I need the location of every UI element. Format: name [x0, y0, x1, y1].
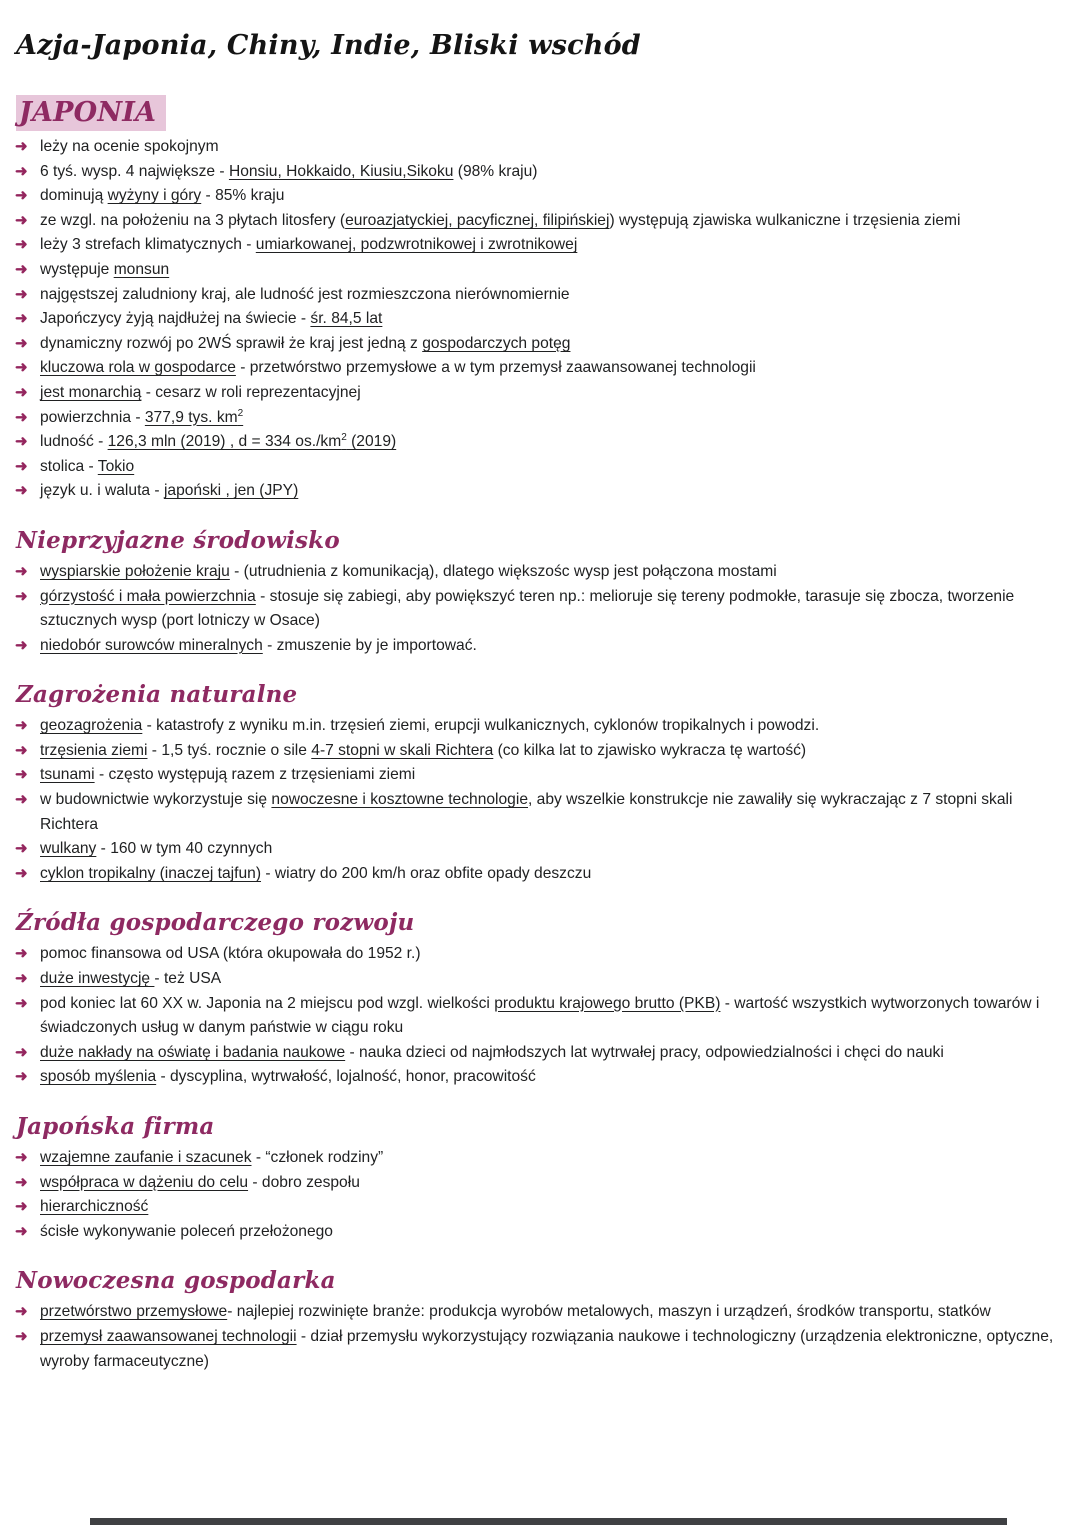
- item-text: [40, 212, 960, 229]
- list-item: [14, 1171, 1062, 1196]
- arrow-bullet-icon: ➜: [15, 383, 28, 401]
- section: [14, 1267, 1062, 1374]
- list-item: [14, 184, 1062, 209]
- item-text: [40, 563, 777, 580]
- arrow-bullet-icon: ➜: [15, 1303, 28, 1321]
- section: [14, 97, 1062, 504]
- arrow-bullet-icon: ➜: [15, 1222, 28, 1240]
- section: [14, 1113, 1062, 1244]
- arrow-bullet-icon: ➜: [15, 587, 28, 605]
- arrow-bullet-icon: ➜: [15, 1173, 28, 1191]
- underlined-phrase: trzęsienia ziemi: [40, 741, 148, 759]
- text-segment: , aby wszelkie konstrukcje nie zawaliły się wykraczając z 7 stopni skali Richtera: [40, 791, 1013, 833]
- arrow-bullet-icon: ➜: [15, 970, 28, 988]
- text-segment: w budownictwie wykorzystuje się: [40, 791, 272, 809]
- underlined-phrase: duże nakłady na oświatę i badania naukowe: [40, 1043, 346, 1061]
- bullet-list: [14, 560, 1062, 658]
- item-text: [40, 1044, 944, 1061]
- item-text: [40, 742, 806, 759]
- list-item: [14, 1065, 1062, 1090]
- item-text: [40, 995, 1039, 1037]
- underlined-phrase: współpraca w dążeniu do celu: [40, 1173, 249, 1191]
- arrow-bullet-icon: ➜: [15, 636, 28, 654]
- section: [14, 527, 1062, 658]
- item-text: [40, 1223, 333, 1240]
- text-segment: - dobro zespołu: [248, 1173, 360, 1191]
- arrow-bullet-icon: ➜: [15, 791, 28, 809]
- arrow-bullet-icon: ➜: [15, 408, 28, 426]
- item-text: [40, 286, 570, 303]
- superscript-text: 2: [341, 431, 347, 443]
- arrow-bullet-icon: ➜: [15, 138, 28, 155]
- text-segment: - cesarz w roli reprezentacyjnej: [141, 383, 361, 401]
- text-segment: 6 tyś. wysp. 4 największe -: [40, 162, 229, 180]
- underlined-phrase: sposób myślenia: [40, 1068, 157, 1086]
- bullet-list: [14, 1300, 1062, 1374]
- text-segment: stolica -: [40, 457, 98, 475]
- underlined-phrase: jest monarchią: [40, 383, 142, 401]
- underlined-phrase: produktu krajowego brutto (PKB): [494, 994, 721, 1012]
- section-heading: Źródła gospodarczego rozwoju: [16, 909, 415, 937]
- list-item: [14, 160, 1062, 185]
- item-text: [40, 1303, 991, 1320]
- arrow-bullet-icon: ➜: [15, 766, 28, 784]
- arrow-bullet-icon: ➜: [15, 236, 28, 254]
- list-item: [14, 788, 1062, 837]
- text-segment: - (utrudnienia z komunikacją), dlatego większośc wysp jest połączona mostami: [229, 562, 777, 580]
- text-segment: - dyscyplina, wytrwałość, lojalność, honor, pracowitość: [156, 1068, 536, 1086]
- item-text: [40, 791, 1012, 833]
- text-segment: - katastrofy z wyniku m.in. trzęsień ziemi, erupcji wulkanicznych, cyklonów tropikalnych i powodzi.: [142, 717, 820, 735]
- list-item: [14, 258, 1062, 283]
- text-segment: dominują: [40, 187, 108, 205]
- list-item: [14, 560, 1062, 585]
- arrow-bullet-icon: ➜: [15, 211, 28, 229]
- item-text: [40, 1328, 1053, 1370]
- item-text: [40, 335, 570, 352]
- list-item: [14, 837, 1062, 862]
- arrow-bullet-icon: ➜: [15, 1043, 28, 1061]
- underlined-phrase: euroazjatyckiej, pacyficznej, filipińskiej: [345, 211, 610, 229]
- list-item: [14, 406, 1062, 431]
- list-item: [14, 862, 1062, 887]
- item-text: [40, 1068, 536, 1085]
- text-segment: - dział przemysłu wykorzystujący rozwiązania naukowe i technologiczny (urządzenia elektroniczne, optyczne, wyroby farmaceutyczne): [40, 1327, 1054, 1370]
- list-item: [14, 455, 1062, 480]
- item-text: [40, 865, 591, 882]
- bullet-list: [14, 714, 1062, 886]
- text-segment: (co kilka lat to zjawisko wykracza tę wartość): [493, 741, 807, 759]
- underlined-phrase: przemysł zaawansowanej technologii: [40, 1327, 297, 1345]
- arrow-bullet-icon: ➜: [15, 717, 28, 735]
- item-text: [40, 359, 756, 376]
- item-text: [40, 138, 219, 155]
- text-segment: pod koniec lat 60 XX w. Japonia na 2 miejscu pod wzgl. wielkości: [40, 994, 495, 1012]
- underlined-phrase: Tokio: [97, 457, 135, 475]
- item-text: [40, 1174, 360, 1191]
- bullet-list: [14, 135, 1062, 504]
- arrow-bullet-icon: ➜: [15, 562, 28, 580]
- list-item: [14, 1325, 1062, 1374]
- text-segment: leży na ocenie spokojnym: [40, 138, 219, 155]
- underlined-phrase: śr. 84,5 lat: [310, 310, 383, 328]
- list-item: [14, 714, 1062, 739]
- text-segment: - “członek rodziny”: [251, 1149, 384, 1166]
- text-segment: pomoc finansowa od USA (która okupowała do 1952 r.): [40, 945, 421, 963]
- text-segment: powierzchnia -: [40, 408, 145, 426]
- underlined-phrase: duże inwestycję: [40, 970, 155, 988]
- bullet-list: [14, 942, 1062, 1090]
- list-item: [14, 1220, 1062, 1245]
- arrow-bullet-icon: ➜: [15, 187, 28, 205]
- list-item: [14, 356, 1062, 381]
- arrow-bullet-icon: ➜: [15, 840, 28, 858]
- item-text: [40, 310, 382, 327]
- underlined-phrase: wyżyny i góry: [107, 187, 202, 205]
- item-text: [40, 840, 272, 857]
- item-text: [40, 637, 477, 654]
- underlined-phrase: gospodarczych potęg: [422, 334, 571, 352]
- list-item: [14, 1146, 1062, 1171]
- list-item: [14, 763, 1062, 788]
- section: [14, 681, 1062, 886]
- text-segment: - często występują razem z trzęsieniami ziemi: [94, 766, 416, 784]
- item-text: [40, 1149, 383, 1166]
- underlined-phrase: tsunami: [40, 766, 95, 784]
- arrow-bullet-icon: ➜: [15, 1068, 28, 1086]
- underlined-phrase: 126,3 mln (2019) , d = 334 os./km: [107, 433, 342, 451]
- highlighted-heading-text: JAPONIA: [16, 95, 166, 131]
- text-segment: - najlepiej rozwinięte branże: produkcja wyrobów metalowych, maszyn i urządzeń, środków transportu, statków: [227, 1303, 991, 1321]
- list-item: [14, 209, 1062, 234]
- arrow-bullet-icon: ➜: [15, 1198, 28, 1216]
- text-segment: język u. i waluta -: [40, 482, 164, 500]
- underlined-phrase: cyklon tropikalny (inaczej tajfun): [40, 864, 262, 882]
- list-item: [14, 1041, 1062, 1066]
- bullet-list: [14, 1146, 1062, 1244]
- arrow-bullet-icon: ➜: [15, 260, 28, 278]
- arrow-bullet-icon: ➜: [15, 162, 28, 180]
- page-title: Azja-Japonia, Chiny, Indie, Bliski wschód: [16, 30, 641, 61]
- text-segment: dynamiczny rozwój po 2WŚ sprawił że kraj jest jedną z: [40, 334, 423, 352]
- underlined-phrase: [238, 409, 244, 426]
- text-segment: najgęstszej zaludniony kraj, ale ludność jest rozmieszczona nierównomiernie: [40, 285, 570, 303]
- list-item: [14, 479, 1062, 504]
- list-item: [14, 1300, 1062, 1325]
- item-text: [40, 766, 415, 783]
- text-segment: ścisłe wykonywanie poleceń przełożonego: [40, 1222, 333, 1240]
- underlined-phrase: kluczowa rola w gospodarce: [40, 359, 236, 377]
- item-text: [40, 588, 1014, 630]
- item-text: [40, 187, 284, 204]
- item-text: [40, 261, 169, 278]
- section-heading: Zagrożenia naturalne: [16, 681, 298, 709]
- underlined-phrase: umiarkowanej, podzwrotnikowej i zwrotnikowej: [255, 236, 578, 254]
- item-text: [40, 409, 243, 426]
- text-segment: - wartość wszystkich wytworzonych towarów i świadczonych usług w danym państwie w ciągu roku: [40, 994, 1040, 1037]
- text-segment: - 85% kraju: [201, 187, 285, 205]
- text-segment: - zmuszenie by je importować.: [262, 636, 477, 654]
- list-item: [14, 307, 1062, 332]
- item-text: [40, 384, 361, 401]
- arrow-bullet-icon: ➜: [15, 1327, 28, 1345]
- underlined-phrase: wzajemne zaufanie i szacunek: [40, 1149, 252, 1166]
- arrow-bullet-icon: ➜: [15, 359, 28, 377]
- item-text: [40, 458, 134, 475]
- arrow-bullet-icon: ➜: [15, 482, 28, 500]
- list-item: [14, 992, 1062, 1041]
- text-segment: (98% kraju): [453, 162, 538, 180]
- list-item: [14, 1195, 1062, 1220]
- arrow-bullet-icon: ➜: [15, 334, 28, 352]
- list-item: [14, 283, 1062, 308]
- sections-container: [14, 97, 1062, 1374]
- arrow-bullet-icon: ➜: [15, 433, 28, 451]
- item-text: [40, 433, 396, 450]
- list-item: [14, 967, 1062, 992]
- text-segment: - stosuje się zabiegi, aby powiększyć teren np.: melioruje się tereny podmokłe, tarasuje się zbocza, tworzenie sztucznych wysp (port lotniczy w Osace): [40, 587, 1015, 630]
- list-item: [14, 332, 1062, 357]
- underlined-phrase: 4-7 stopni w skali Richtera: [311, 741, 494, 759]
- text-segment: Japończycy żyją najdłużej na świecie -: [40, 310, 311, 328]
- item-text: [40, 236, 577, 253]
- underlined-phrase: niedobór surowców mineralnych: [40, 636, 263, 654]
- underlined-phrase: przetwórstwo przemysłowe: [40, 1303, 228, 1321]
- list-item: [14, 381, 1062, 406]
- text-segment: - wiatry do 200 km/h oraz obfite opady deszczu: [261, 864, 592, 882]
- arrow-bullet-icon: ➜: [15, 1149, 28, 1166]
- arrow-bullet-icon: ➜: [15, 741, 28, 759]
- text-segment: - nauka dzieci od najmłodszych lat wytrwałej pracy, odpowiedzialności i chęci do nauki: [345, 1043, 944, 1061]
- underlined-phrase: geozagrożenia: [40, 717, 143, 735]
- underlined-phrase: nowoczesne i kosztowne technologie: [271, 791, 528, 809]
- underlined-phrase: (2019): [346, 433, 397, 451]
- list-item: [14, 634, 1062, 659]
- arrow-bullet-icon: ➜: [15, 994, 28, 1012]
- list-item: [14, 233, 1062, 258]
- underlined-phrase: 377,9 tys. km: [144, 408, 238, 426]
- text-segment: - 1,5 tyś. rocznie o sile: [147, 741, 312, 759]
- section-heading: Nieprzyjazne środowisko: [16, 526, 340, 554]
- list-item: [14, 430, 1062, 455]
- text-segment: ze wzgl. na położeniu na 3 płytach litosfery (: [40, 211, 346, 229]
- item-text: [40, 482, 298, 499]
- page-boundary-bar: [90, 1518, 1007, 1525]
- arrow-bullet-icon: ➜: [15, 945, 28, 963]
- arrow-bullet-icon: ➜: [15, 864, 28, 882]
- section: [14, 909, 1062, 1090]
- underlined-phrase: Honsiu, Hokkaido, Kiusiu,Sikoku: [228, 162, 454, 180]
- text-segment: ) występują zjawiska wulkaniczne i trzęsienia ziemi: [609, 211, 961, 229]
- underlined-phrase: wyspiarskie położenie kraju: [40, 562, 230, 580]
- list-item: [14, 739, 1062, 764]
- text-segment: ludność -: [40, 433, 108, 451]
- list-item: [14, 135, 1062, 160]
- list-item: [14, 585, 1062, 634]
- text-segment: - 160 w tym 40 czynnych: [96, 840, 273, 858]
- arrow-bullet-icon: ➜: [15, 285, 28, 303]
- item-text: [40, 717, 819, 734]
- underlined-phrase: monsun: [113, 260, 170, 278]
- item-text: [40, 163, 538, 180]
- section-heading: [16, 97, 1062, 128]
- superscript-text: 2: [237, 407, 244, 419]
- underlined-phrase: wulkany: [40, 840, 97, 858]
- underlined-phrase: górzystość i mała powierzchnia: [40, 587, 256, 605]
- item-text: [40, 970, 221, 987]
- item-text: [40, 1198, 148, 1215]
- text-segment: - przetwórstwo przemysłowe a w tym przemysł zaawansowanej technologii: [235, 359, 756, 377]
- list-item: [14, 942, 1062, 967]
- arrow-bullet-icon: ➜: [15, 310, 28, 328]
- section-heading: Japońska firma: [16, 1113, 215, 1140]
- text-segment: - też USA: [154, 970, 222, 988]
- text-segment: występuje: [40, 260, 114, 278]
- underlined-phrase: japoński , jen (JPY): [163, 482, 299, 500]
- underlined-phrase: hierarchiczność: [40, 1198, 149, 1216]
- text-segment: leży 3 strefach klimatycznych -: [40, 236, 256, 254]
- item-text: [40, 945, 421, 962]
- section-heading: Nowoczesna gospodarka: [16, 1267, 336, 1295]
- arrow-bullet-icon: ➜: [15, 457, 28, 475]
